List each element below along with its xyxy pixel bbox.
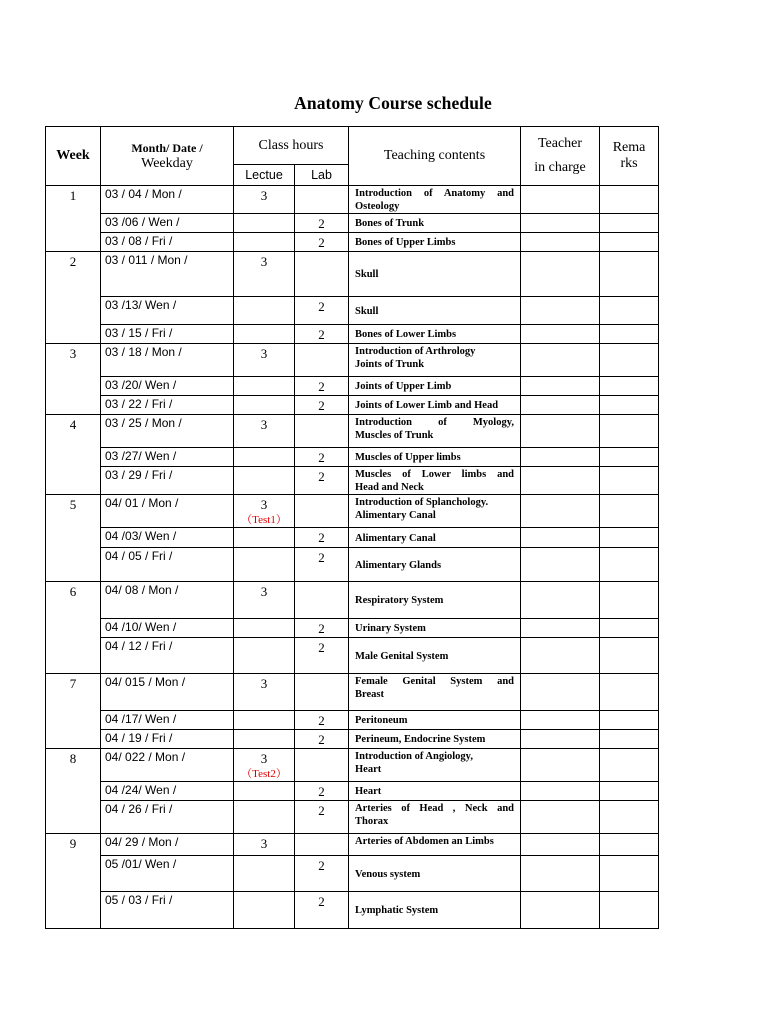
remarks-cell bbox=[600, 448, 659, 467]
lab-hours-cell: 2 bbox=[295, 233, 349, 252]
header-class-hours: Class hours bbox=[234, 127, 349, 165]
header-month-date: Month/ Date / bbox=[131, 140, 203, 155]
table-row bbox=[46, 674, 659, 711]
teaching-content-cell bbox=[349, 214, 521, 233]
week-number: 8 bbox=[46, 749, 101, 834]
table-row bbox=[46, 214, 659, 233]
lecture-hours: 3 bbox=[260, 584, 268, 599]
table-row bbox=[46, 252, 659, 297]
teaching-content-line: Bones of Upper Limbs bbox=[355, 237, 456, 248]
lecture-hours: 3 bbox=[260, 751, 268, 766]
date-cell: 03 /20/ Wen / bbox=[101, 377, 234, 396]
lecture-hours: 3 bbox=[260, 417, 268, 432]
lab-hours-cell: 2 bbox=[295, 892, 349, 929]
teaching-content-cell bbox=[349, 377, 521, 396]
teacher-cell bbox=[521, 782, 600, 801]
teaching-content-line: Lymphatic System bbox=[355, 905, 439, 916]
week-number: 3 bbox=[46, 344, 101, 415]
teacher-cell bbox=[521, 252, 600, 297]
lecture-hours-cell bbox=[234, 711, 295, 730]
remarks-cell bbox=[600, 377, 659, 396]
teacher-cell bbox=[521, 233, 600, 252]
teaching-content-line: Muscles of Trunk bbox=[355, 430, 434, 441]
teaching-content-line: Skull bbox=[355, 305, 379, 317]
lecture-hours-cell bbox=[234, 582, 295, 619]
lecture-hours-cell bbox=[234, 186, 295, 214]
teaching-content-line: Heart bbox=[355, 764, 382, 775]
teacher-cell bbox=[521, 467, 600, 495]
teaching-content-line: Joints of Lower Limb and Head bbox=[355, 400, 499, 411]
teaching-content-line: Male Genital System bbox=[355, 650, 449, 662]
lecture-hours-cell bbox=[234, 528, 295, 548]
teaching-content-line: Arteries of Head , Neck and bbox=[355, 803, 515, 814]
date-cell: 04/ 01 / Mon / bbox=[101, 495, 234, 528]
lecture-hours-cell bbox=[234, 344, 295, 377]
page-title: Anatomy Course schedule bbox=[294, 93, 492, 113]
header-lecture: Lectue bbox=[234, 165, 295, 186]
lab-hours-cell: 2 bbox=[295, 528, 349, 548]
date-cell: 04 /24/ Wen / bbox=[101, 782, 234, 801]
lab-hours-cell: 2 bbox=[295, 801, 349, 834]
teacher-cell bbox=[521, 448, 600, 467]
teaching-content-line: Urinary System bbox=[355, 623, 426, 634]
date-cell: 04 / 05 / Fri / bbox=[101, 548, 234, 582]
lecture-hours-cell bbox=[234, 674, 295, 711]
lab-hours-cell bbox=[295, 834, 349, 856]
remarks-cell bbox=[600, 252, 659, 297]
teacher-cell bbox=[521, 325, 600, 344]
remarks-cell bbox=[600, 467, 659, 495]
table-row bbox=[46, 467, 659, 495]
teaching-content-cell bbox=[349, 344, 521, 377]
table-row bbox=[46, 801, 659, 834]
table-row bbox=[46, 377, 659, 396]
remarks-cell bbox=[600, 297, 659, 325]
teaching-content-cell bbox=[349, 892, 521, 929]
teaching-content-line: Peritoneum bbox=[355, 715, 408, 726]
date-cell: 04 /10/ Wen / bbox=[101, 619, 234, 638]
week-number: 6 bbox=[46, 582, 101, 674]
teaching-content-line: Bones of Trunk bbox=[355, 218, 425, 229]
remarks-cell bbox=[600, 638, 659, 674]
teacher-cell bbox=[521, 415, 600, 448]
teaching-content-line: Muscles of Upper limbs bbox=[355, 452, 461, 463]
remarks-cell bbox=[600, 711, 659, 730]
teaching-content-cell bbox=[349, 548, 521, 582]
table-row bbox=[46, 495, 659, 528]
table-row bbox=[46, 186, 659, 214]
lab-hours-cell: 2 bbox=[295, 377, 349, 396]
lecture-hours-cell bbox=[234, 892, 295, 929]
table-row bbox=[46, 856, 659, 892]
lab-hours-cell bbox=[295, 344, 349, 377]
teacher-cell bbox=[521, 548, 600, 582]
teaching-content-line: Heart bbox=[355, 786, 382, 797]
date-cell: 03 / 04 / Mon / bbox=[101, 186, 234, 214]
teacher-cell bbox=[521, 711, 600, 730]
teacher-cell bbox=[521, 730, 600, 749]
teaching-content-line: Perineum, Endocrine System bbox=[355, 734, 486, 745]
teaching-content-line: Osteology bbox=[355, 201, 400, 212]
header-teacher-line2: in charge bbox=[534, 160, 586, 175]
table-row bbox=[46, 638, 659, 674]
teacher-cell bbox=[521, 892, 600, 929]
teacher-cell bbox=[521, 186, 600, 214]
lab-hours-cell: 2 bbox=[295, 856, 349, 892]
table-row bbox=[46, 548, 659, 582]
lecture-hours-cell bbox=[234, 448, 295, 467]
teacher-cell bbox=[521, 619, 600, 638]
remarks-cell bbox=[600, 344, 659, 377]
header-remarks-line2: rks bbox=[620, 156, 638, 171]
header-teaching-contents: Teaching contents bbox=[349, 127, 521, 186]
remarks-cell bbox=[600, 782, 659, 801]
lecture-hours-cell bbox=[234, 214, 295, 233]
teaching-content-line: Alimentary Canal bbox=[355, 532, 436, 544]
lecture-hours-cell bbox=[234, 834, 295, 856]
teaching-content-line: Introduction of Myology, bbox=[355, 417, 515, 428]
lab-hours-cell bbox=[295, 495, 349, 528]
remarks-cell bbox=[600, 396, 659, 415]
teaching-content-cell bbox=[349, 749, 521, 782]
date-cell: 03 /13/ Wen / bbox=[101, 297, 234, 325]
header-teacher-line1: Teacher bbox=[537, 136, 583, 151]
teaching-content-line: Introduction of Angiology, bbox=[355, 751, 473, 762]
date-cell: 04/ 015 / Mon / bbox=[101, 674, 234, 711]
date-cell: 04 / 26 / Fri / bbox=[101, 801, 234, 834]
teacher-cell bbox=[521, 801, 600, 834]
remarks-cell bbox=[600, 495, 659, 528]
remarks-cell bbox=[600, 856, 659, 892]
date-cell: 03 / 15 / Fri / bbox=[101, 325, 234, 344]
teacher-cell bbox=[521, 377, 600, 396]
table-row bbox=[46, 233, 659, 252]
lecture-hours-cell bbox=[234, 415, 295, 448]
remarks-cell bbox=[600, 548, 659, 582]
remarks-cell bbox=[600, 528, 659, 548]
lecture-hours-cell bbox=[234, 325, 295, 344]
table-row bbox=[46, 528, 659, 548]
table-row bbox=[46, 730, 659, 749]
teaching-content-line: Breast bbox=[355, 689, 384, 700]
teacher-cell bbox=[521, 344, 600, 377]
lecture-hours-cell bbox=[234, 730, 295, 749]
table-row bbox=[46, 297, 659, 325]
teaching-content-cell bbox=[349, 448, 521, 467]
lecture-hours: 3 bbox=[260, 254, 268, 269]
teacher-cell bbox=[521, 582, 600, 619]
table-row bbox=[46, 344, 659, 377]
teacher-cell bbox=[521, 297, 600, 325]
lecture-hours-cell bbox=[234, 396, 295, 415]
table-row bbox=[46, 834, 659, 856]
date-cell: 04/ 29 / Mon / bbox=[101, 834, 234, 856]
teacher-cell bbox=[521, 528, 600, 548]
remarks-cell bbox=[600, 892, 659, 929]
date-cell: 03 / 18 / Mon / bbox=[101, 344, 234, 377]
table-row bbox=[46, 782, 659, 801]
teaching-content-cell bbox=[349, 801, 521, 834]
date-cell: 03 / 25 / Mon / bbox=[101, 415, 234, 448]
teaching-content-line: Head and Neck bbox=[355, 482, 424, 493]
teaching-content-cell bbox=[349, 528, 521, 548]
table-row bbox=[46, 749, 659, 782]
teaching-content-line: Introduction of Anatomy and bbox=[355, 188, 515, 199]
header-remarks bbox=[600, 127, 659, 186]
lecture-hours-cell bbox=[234, 233, 295, 252]
teaching-content-line: Alimentary Canal bbox=[355, 510, 436, 521]
lecture-hours: 3 bbox=[260, 346, 268, 361]
lecture-hours: 3 bbox=[260, 836, 268, 851]
teaching-content-line: Venous system bbox=[355, 868, 421, 880]
teaching-content-cell bbox=[349, 467, 521, 495]
lab-hours-cell bbox=[295, 252, 349, 297]
lab-hours-cell: 2 bbox=[295, 730, 349, 749]
date-cell: 03 /06 / Wen / bbox=[101, 214, 234, 233]
week-number: 1 bbox=[46, 186, 101, 252]
teaching-content-cell bbox=[349, 186, 521, 214]
date-cell: 04 /03/ Wen / bbox=[101, 528, 234, 548]
teacher-cell bbox=[521, 674, 600, 711]
date-cell: 03 / 011 / Mon / bbox=[101, 252, 234, 297]
lecture-hours-cell bbox=[234, 377, 295, 396]
lab-hours-cell: 2 bbox=[295, 448, 349, 467]
header-remarks-line1: Rema bbox=[612, 140, 646, 155]
teaching-content-cell bbox=[349, 297, 521, 325]
lab-hours-cell: 2 bbox=[295, 325, 349, 344]
test-label: （Test2） bbox=[241, 768, 287, 780]
date-cell: 05 /01/ Wen / bbox=[101, 856, 234, 892]
header-date bbox=[101, 127, 234, 186]
teaching-content-cell bbox=[349, 638, 521, 674]
teacher-cell bbox=[521, 749, 600, 782]
remarks-cell bbox=[600, 415, 659, 448]
table-row bbox=[46, 582, 659, 619]
lecture-hours-cell bbox=[234, 297, 295, 325]
lecture-hours-cell bbox=[234, 495, 295, 528]
test-label: （Test1） bbox=[241, 514, 287, 526]
week-number: 9 bbox=[46, 834, 101, 929]
lecture-hours-cell bbox=[234, 801, 295, 834]
lecture-hours-cell bbox=[234, 749, 295, 782]
date-cell: 03 / 29 / Fri / bbox=[101, 467, 234, 495]
date-cell: 03 /27/ Wen / bbox=[101, 448, 234, 467]
lecture-hours-cell bbox=[234, 619, 295, 638]
date-cell: 03 / 08 / Fri / bbox=[101, 233, 234, 252]
teaching-content-line: Introduction of Splanchology. bbox=[355, 497, 489, 508]
teaching-content-line: Bones of Lower Limbs bbox=[355, 329, 457, 340]
remarks-cell bbox=[600, 214, 659, 233]
teacher-cell bbox=[521, 834, 600, 856]
remarks-cell bbox=[600, 582, 659, 619]
date-cell: 04 /17/ Wen / bbox=[101, 711, 234, 730]
teaching-content-line: Thorax bbox=[355, 816, 389, 827]
teaching-content-line: Female Genital System and bbox=[355, 676, 515, 687]
teaching-content-cell bbox=[349, 233, 521, 252]
table-row bbox=[46, 448, 659, 467]
remarks-cell bbox=[600, 233, 659, 252]
table-row bbox=[46, 396, 659, 415]
teaching-content-cell bbox=[349, 396, 521, 415]
table-row bbox=[46, 325, 659, 344]
date-cell: 05 / 03 / Fri / bbox=[101, 892, 234, 929]
lab-hours-cell bbox=[295, 186, 349, 214]
teaching-content-cell bbox=[349, 252, 521, 297]
lecture-hours: 3 bbox=[260, 497, 268, 512]
lab-hours-cell: 2 bbox=[295, 548, 349, 582]
teaching-content-cell bbox=[349, 415, 521, 448]
remarks-cell bbox=[600, 674, 659, 711]
teaching-content-line: Introduction of Arthrology bbox=[355, 346, 476, 357]
week-number: 2 bbox=[46, 252, 101, 344]
lecture-hours-cell bbox=[234, 782, 295, 801]
header-teacher bbox=[521, 127, 600, 186]
header-week: Week bbox=[46, 127, 101, 186]
lab-hours-cell: 2 bbox=[295, 467, 349, 495]
teaching-content-cell bbox=[349, 495, 521, 528]
table-row bbox=[46, 415, 659, 448]
date-cell: 04 / 19 / Fri / bbox=[101, 730, 234, 749]
teaching-content-cell bbox=[349, 782, 521, 801]
lecture-hours-cell bbox=[234, 252, 295, 297]
lecture-hours-cell bbox=[234, 856, 295, 892]
header-weekday: Weekday bbox=[141, 155, 193, 171]
remarks-cell bbox=[600, 730, 659, 749]
lab-hours-cell bbox=[295, 582, 349, 619]
teaching-content-cell bbox=[349, 711, 521, 730]
remarks-cell bbox=[600, 749, 659, 782]
teaching-content-cell bbox=[349, 856, 521, 892]
teaching-content-line: Skull bbox=[355, 269, 379, 280]
lab-hours-cell: 2 bbox=[295, 214, 349, 233]
teaching-content-cell bbox=[349, 834, 521, 856]
teaching-content-cell bbox=[349, 619, 521, 638]
table-row bbox=[46, 619, 659, 638]
schedule-table bbox=[45, 126, 659, 929]
table-row bbox=[46, 892, 659, 929]
lecture-hours-cell bbox=[234, 467, 295, 495]
lecture-hours-cell bbox=[234, 548, 295, 582]
lab-hours-cell: 2 bbox=[295, 297, 349, 325]
teaching-content-line: Joints of Trunk bbox=[355, 359, 425, 370]
lab-hours-cell bbox=[295, 415, 349, 448]
date-cell: 04 / 12 / Fri / bbox=[101, 638, 234, 674]
lab-hours-cell: 2 bbox=[295, 638, 349, 674]
lab-hours-cell bbox=[295, 749, 349, 782]
remarks-cell bbox=[600, 834, 659, 856]
lecture-hours: 3 bbox=[260, 188, 268, 203]
teacher-cell bbox=[521, 638, 600, 674]
lab-hours-cell: 2 bbox=[295, 711, 349, 730]
table-row bbox=[46, 711, 659, 730]
week-number: 7 bbox=[46, 674, 101, 749]
date-cell: 03 / 22 / Fri / bbox=[101, 396, 234, 415]
lecture-hours-cell bbox=[234, 638, 295, 674]
lab-hours-cell bbox=[295, 674, 349, 711]
week-number: 5 bbox=[46, 495, 101, 582]
lab-hours-cell: 2 bbox=[295, 782, 349, 801]
teaching-content-line: Joints of Upper Limb bbox=[355, 381, 452, 392]
teacher-cell bbox=[521, 214, 600, 233]
remarks-cell bbox=[600, 801, 659, 834]
teacher-cell bbox=[521, 856, 600, 892]
date-cell: 04/ 022 / Mon / bbox=[101, 749, 234, 782]
teaching-content-cell bbox=[349, 674, 521, 711]
teaching-content-line: Arteries of Abdomen an Limbs bbox=[355, 836, 494, 847]
teaching-content-cell bbox=[349, 730, 521, 749]
teaching-content-cell bbox=[349, 325, 521, 344]
lecture-hours: 3 bbox=[260, 676, 268, 691]
remarks-cell bbox=[600, 325, 659, 344]
teaching-content-line: Alimentary Glands bbox=[355, 559, 442, 571]
remarks-cell bbox=[600, 619, 659, 638]
week-number: 4 bbox=[46, 415, 101, 495]
teaching-content-cell bbox=[349, 582, 521, 619]
remarks-cell bbox=[600, 186, 659, 214]
teaching-content-line: Respiratory System bbox=[355, 595, 444, 606]
date-cell: 04/ 08 / Mon / bbox=[101, 582, 234, 619]
lab-hours-cell: 2 bbox=[295, 619, 349, 638]
teacher-cell bbox=[521, 495, 600, 528]
lab-hours-cell: 2 bbox=[295, 396, 349, 415]
teaching-content-line: Muscles of Lower limbs and bbox=[355, 469, 515, 480]
header-lab: Lab bbox=[295, 165, 349, 186]
teacher-cell bbox=[521, 396, 600, 415]
